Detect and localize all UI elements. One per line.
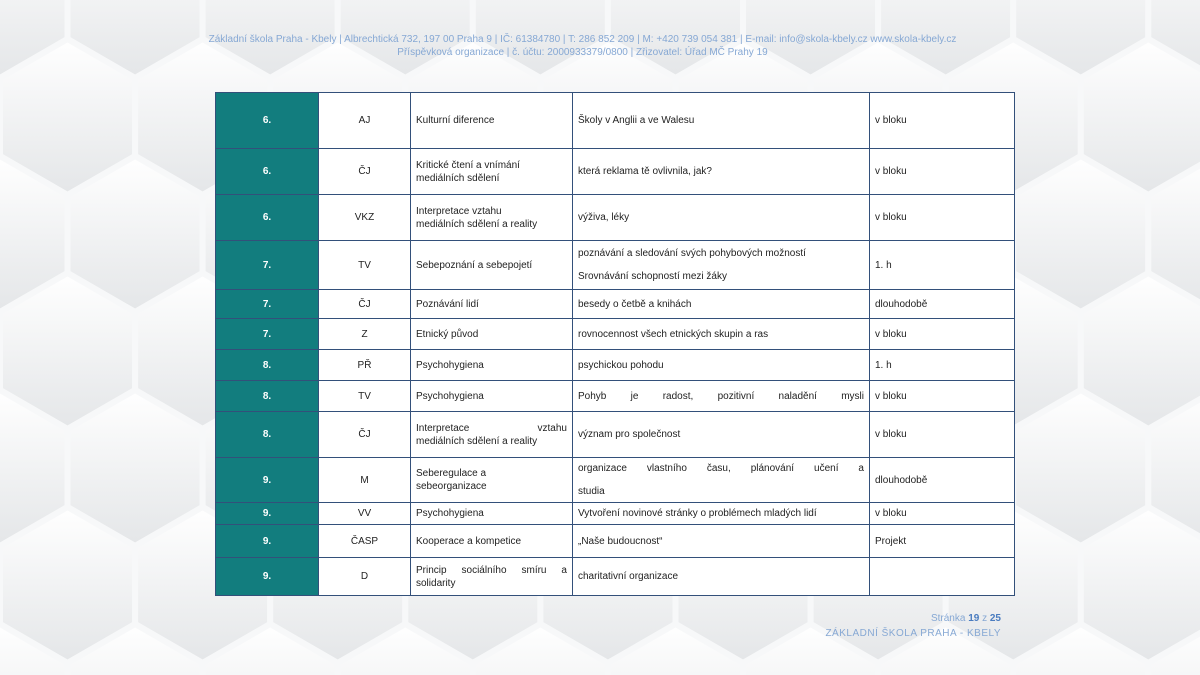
topic-cell [411, 558, 573, 596]
cell-text-line: Etnický původ [416, 328, 479, 340]
table-row [216, 241, 1015, 290]
table-row [216, 558, 1015, 596]
activity-cell [573, 149, 870, 195]
table-row [216, 412, 1015, 458]
cell-text-line: studia [578, 486, 605, 497]
time-cell: Projekt [870, 525, 1015, 558]
time-cell: v bloku [870, 412, 1015, 458]
cell-text-line: význam pro společnost [578, 429, 681, 440]
time-cell: v bloku [870, 381, 1015, 412]
page-number: Stránka 19 z 25 [930, 613, 1001, 624]
time-cell [870, 558, 1015, 596]
subject-cell: D [319, 558, 411, 596]
grade-cell: 9. [216, 458, 319, 503]
grade-cell: 7. [216, 319, 319, 350]
cell-text-line: Sebepoznání a sebepojetí [416, 259, 533, 271]
table-row [216, 319, 1015, 350]
grade-cell: 8. [216, 381, 319, 412]
grade-cell: 6. [216, 195, 319, 241]
topic-cell [411, 290, 573, 319]
time-cell: 1. h [870, 241, 1015, 290]
grade-cell: 6. [216, 149, 319, 195]
table-row [216, 149, 1015, 195]
cell-text-line: Seberegulace a [416, 468, 487, 479]
activity-cell [573, 558, 870, 596]
page-footer [825, 611, 1001, 641]
table-row [216, 525, 1015, 558]
cell-text-line: charitativní organizace [578, 571, 679, 582]
cell-text-line: výživa, léky [578, 212, 630, 223]
subject-cell: VV [319, 503, 411, 525]
time-cell: v bloku [870, 195, 1015, 241]
table-row [216, 93, 1015, 149]
subject-cell: TV [319, 381, 411, 412]
activity-cell [573, 412, 870, 458]
cell-text-line: Psychohygiena [416, 359, 484, 371]
subject-cell: PŘ [319, 350, 411, 381]
cell-text-line: Interpretace vztahu [416, 422, 567, 434]
grade-cell: 9. [216, 558, 319, 596]
subject-cell: VKZ [319, 195, 411, 241]
activity-cell [573, 93, 870, 149]
grade-cell: 8. [216, 350, 319, 381]
activity-cell [573, 290, 870, 319]
topic-cell [411, 93, 573, 149]
cell-text-line: Psychohygiena [416, 390, 484, 402]
cell-text-line: sebeorganizace [416, 481, 487, 492]
cell-text-line: Kritické čtení a vnímání [416, 159, 520, 171]
page-header [0, 33, 1165, 59]
activity-cell [573, 319, 870, 350]
topic-cell [411, 350, 573, 381]
subject-cell: ČJ [319, 412, 411, 458]
grade-cell: 6. [216, 93, 319, 149]
cell-text-line: Školy v Anglii a ve Walesu [578, 115, 695, 126]
subject-cell: ČASP [319, 525, 411, 558]
activity-cell [573, 241, 870, 290]
activity-cell [573, 381, 870, 412]
time-cell: v bloku [870, 149, 1015, 195]
cell-text-line: Psychohygiena [416, 508, 484, 519]
activity-cell [573, 458, 870, 503]
subject-cell: TV [319, 241, 411, 290]
activity-cell [573, 503, 870, 525]
cell-text-line: rovnocennost všech etnických skupin a ras [578, 328, 769, 340]
subject-cell: M [319, 458, 411, 503]
cell-text-line: organizace vlastního času, plánování učení a [578, 463, 864, 474]
cell-text-line: Srovnávání schopností mezi žáky [578, 271, 727, 282]
time-cell: v bloku [870, 319, 1015, 350]
cell-text-line: Vytvoření novinové stránky o problémech mladých lidí [578, 508, 817, 519]
grade-cell: 7. [216, 241, 319, 290]
table-row [216, 195, 1015, 241]
cell-text-line: mediálních sdělení a reality [416, 218, 538, 230]
topic-cell [411, 319, 573, 350]
grade-cell: 7. [216, 290, 319, 319]
subject-cell: ČJ [319, 149, 411, 195]
time-cell: dlouhodobě [870, 458, 1015, 503]
time-cell: v bloku [870, 503, 1015, 525]
header-organization-line: Příspěvková organizace | č. účtu: 2000933379/0800 | Zřizovatel: Úřad MČ Prahy 19 [397, 47, 768, 58]
subject-cell: Z [319, 319, 411, 350]
time-cell: v bloku [870, 93, 1015, 149]
table-row [216, 381, 1015, 412]
grade-cell: 9. [216, 503, 319, 525]
subject-cell: ČJ [319, 290, 411, 319]
cell-text-line: solidarity [416, 577, 456, 589]
topic-cell [411, 241, 573, 290]
grade-cell: 8. [216, 412, 319, 458]
footer-school-name: ZÁKLADNÍ ŠKOLA PRAHA - KBELY [825, 628, 1001, 639]
topic-cell [411, 412, 573, 458]
topics-table [215, 92, 1015, 596]
cell-text-line: poznávání a sledování svých pohybových možností [578, 248, 806, 259]
time-cell: dlouhodobě [870, 290, 1015, 319]
cell-text-line: Kulturní diference [416, 115, 495, 126]
cell-text-line: Pohyb je radost, pozitivní naladění mysli [578, 390, 864, 402]
cell-text-line: mediálních sdělení [416, 172, 500, 184]
subject-cell: AJ [319, 93, 411, 149]
cell-text-line: která reklama tě ovlivnila, jak? [578, 166, 712, 177]
cell-text-line: Interpretace vztahu [416, 205, 502, 217]
activity-cell [573, 195, 870, 241]
activity-cell [573, 525, 870, 558]
topic-cell [411, 503, 573, 525]
topic-cell [411, 195, 573, 241]
table-row [216, 503, 1015, 525]
cell-text-line: besedy o četbě a knihách [578, 298, 692, 310]
table-row [216, 290, 1015, 319]
cell-text-line: „Naše budoucnost“ [578, 535, 663, 547]
table-row [216, 458, 1015, 503]
table-row [216, 350, 1015, 381]
time-cell: 1. h [870, 350, 1015, 381]
grade-cell: 9. [216, 525, 319, 558]
cell-text-line: mediálních sdělení a reality [416, 435, 538, 447]
topic-cell [411, 458, 573, 503]
cell-text-line: Kooperace a kompetice [416, 535, 522, 547]
cell-text-line: psychickou pohodu [578, 359, 664, 371]
cell-text-line: Poznávání lidí [416, 298, 479, 310]
topic-cell [411, 149, 573, 195]
activity-cell [573, 350, 870, 381]
topic-cell [411, 381, 573, 412]
header-contact-line: Základní škola Praha - Kbely | Albrechtická 732, 197 00 Praha 9 | IČ: 61384780 | T: 286 852 209 | M: +420 739 054 381 | E-mail: info@skola-kbely.cz www.skola-kbely.cz [208, 34, 957, 45]
topic-cell [411, 525, 573, 558]
cell-text-line: Princip sociálního smíru a [416, 564, 567, 576]
